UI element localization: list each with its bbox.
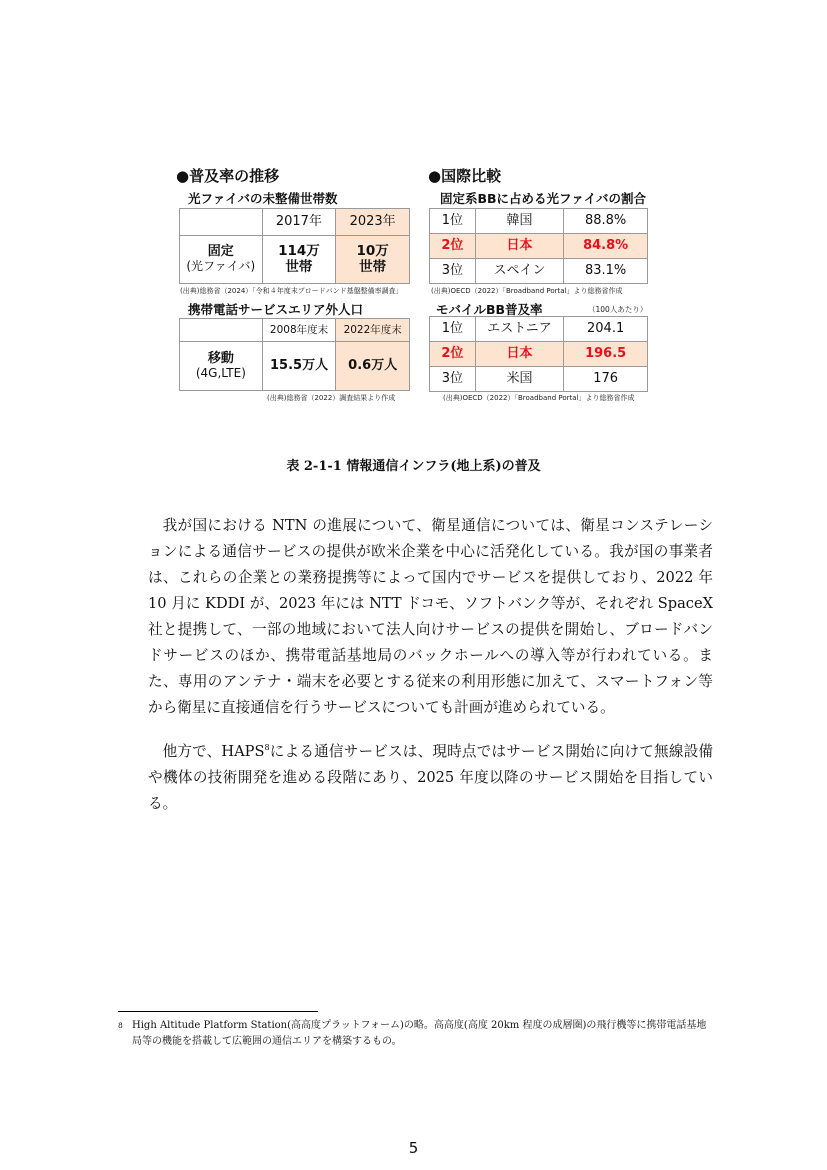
rank-cell: 3位 (430, 367, 476, 392)
fiber-row-label (180, 236, 263, 284)
fiber-col-2017: 2017年 (262, 209, 336, 236)
fiber-value-2017 (262, 236, 336, 284)
fiber-row-label-sub: (光ファイバ) (186, 259, 256, 274)
mobile-row-label (180, 342, 263, 391)
fiber-col-2023: 2023年 (336, 209, 410, 236)
table-row (430, 209, 648, 234)
country-cell: スペイン (475, 259, 563, 284)
fiber-table-corner (180, 209, 263, 236)
mobile-value-2008: 15.5万人 (262, 342, 336, 391)
mobile-bb-source: (出典)OECD（2022）「Broadband Portal」より総務省作成 (443, 394, 635, 402)
mobile-table-corner (180, 319, 263, 342)
country-cell: 日本 (475, 342, 563, 367)
mobile-table (179, 318, 410, 391)
rank-cell: 1位 (430, 209, 476, 234)
fiber-value-2017-unit: 世帯 (285, 258, 313, 275)
mobile-row-label-main: 移動 (207, 350, 234, 366)
paragraph-2 (148, 735, 713, 817)
body-text (148, 513, 713, 817)
country-cell: 米国 (475, 367, 563, 392)
paragraph-2-text-end: による通信サービスは、現時点ではサービス開始に向けて無線設備や機体の技術開発を進める段階にあり、2025 年度以降のサービス開始を目指している。 (148, 742, 713, 812)
mobile-source: (出典)総務省（2022）調査結果より作成 (267, 394, 396, 402)
mobile-value-2022: 0.6万人 (336, 342, 410, 391)
table-row (430, 367, 648, 392)
fiber-value-2023 (336, 236, 410, 284)
mobile-col-2008: 2008年度末 (262, 319, 336, 342)
table-row-highlight (430, 342, 648, 367)
fiber-share-table (429, 208, 648, 284)
fiber-table (179, 208, 410, 284)
rank-cell: 3位 (430, 259, 476, 284)
value-cell: 204.1 (564, 317, 648, 342)
fiber-share-source: (出典)OECD（2022）「Broadband Portal」より総務省作成 (431, 287, 623, 295)
value-cell: 83.1% (564, 259, 648, 284)
country-cell: エストニア (475, 317, 563, 342)
mobile-col-2022: 2022年度末 (336, 319, 410, 342)
page-number: 5 (408, 1139, 419, 1157)
table-row-highlight (430, 234, 648, 259)
footnote-text: High Altitude Platform Station(高高度プラットフォーム)の略。高高度(高度 20km 程度の成層圏)の飛行機等に携帯電話基地局等の機能を搭載して広範囲の通信エリアを構築するもの。 (132, 1020, 707, 1047)
footnote (118, 1018, 713, 1050)
paragraph-1: 我が国における NTN の進展について、衛星通信については、衛星コンステレーションによる通信サービスの提供が欧米企業を中心に活発化している。我が国の事業者は、これらの企業との業務提携等によって国内でサービスを提供しており、2022 年 10 月に KDDI が、2023 年には NTT ドコモ、ソフトバンク等が、それぞれ SpaceX 社と提携して、一部の地域において法人向けサービスの提供を開始し、ブロードバンドサービスのほか、携帯電話基地局のバックホールへの導入等が行われている。また、専用のアンテナ・端末を必要とする従来の利用形態に加えて、スマートフォン等から衛星に直接通信を行うサービスについても計画が進められている。 (148, 517, 713, 716)
section-title-international: ●国際比較 (428, 167, 502, 185)
fiber-source: (出典)総務省（2024）「令和４年度末ブロードバンド基盤整備率調査」 (180, 287, 403, 295)
value-cell: 176 (564, 367, 648, 392)
country-cell: 韓国 (475, 209, 563, 234)
value-cell: 196.5 (564, 342, 648, 367)
fiber-table-title: 光ファイバの未整備世帯数 (188, 191, 338, 206)
footnote-ref[interactable]: 8 (264, 743, 270, 752)
mobile-row-label-sub: (4G,LTE) (195, 365, 246, 380)
country-cell: 日本 (475, 234, 563, 259)
table-row (430, 259, 648, 284)
value-cell: 88.8% (564, 209, 648, 234)
mobile-bb-unit-note: （100人あたり） (588, 305, 648, 314)
value-cell: 84.8% (564, 234, 648, 259)
fiber-value-2017-number: 114万 (278, 242, 320, 259)
mobile-table-title: 携帯電話サービスエリア外人口 (188, 302, 364, 317)
section-title-penetration: ●普及率の推移 (176, 167, 280, 185)
fiber-row-label-main: 固定 (207, 244, 234, 260)
rank-cell: 2位 (430, 234, 476, 259)
rank-cell: 2位 (430, 342, 476, 367)
fiber-share-title: 固定系BBに占める光ファイバの割合 (440, 191, 647, 206)
mobile-bb-table (429, 316, 648, 392)
paragraph-2-text-start: 他方で、HAPS (162, 742, 265, 760)
fiber-value-2023-unit: 世帯 (359, 258, 387, 275)
rank-cell: 1位 (430, 317, 476, 342)
mobile-bb-title: モバイルBB普及率 (436, 302, 543, 317)
footnote-divider (118, 1011, 318, 1012)
table-row (430, 317, 648, 342)
footnote-number: 8 (118, 1021, 123, 1030)
table-caption: 表 2-1-1 情報通信インフラ(地上系)の普及 (286, 459, 541, 474)
fiber-value-2023-number: 10万 (356, 242, 389, 259)
